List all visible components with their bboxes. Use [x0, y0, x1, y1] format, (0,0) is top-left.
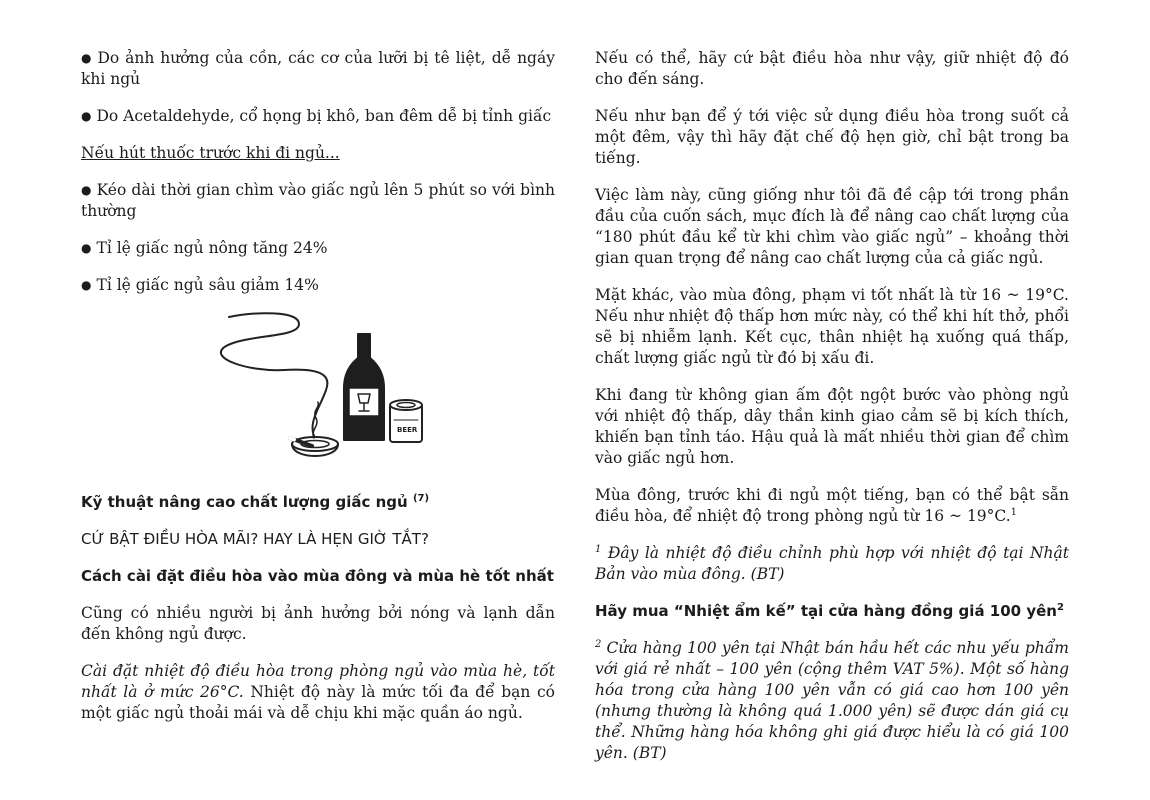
left-column — [81, 48, 555, 740]
smoke-icon — [221, 313, 328, 440]
para-summer-italic: Cài đặt nhiệt độ điều hòa trong phòng ngủ vào mùa hè, tốt nhất là ở mức 26°C. — [81, 662, 555, 701]
ac-settings-subheading: Cách cài đặt điều hòa vào mùa đông và mùa hè tốt nhất — [81, 567, 554, 585]
footnote-ref-1: 1 — [1010, 506, 1018, 518]
technique-heading-text: Kỹ thuật nâng cao chất lượng giấc ngủ — [81, 493, 408, 511]
para-cold-room: Khi đang từ không gian ấm đột ngột bước vào phòng ngủ với nhiệt độ thấp, dây thần kinh giao cảm sẽ bị kích thích, khiến bạn tỉnh táo. Hậu quả là mất nhiều thời gian để chìm vào giấc ngủ hơn. — [595, 386, 1069, 467]
footnote-2-marker: 2 — [595, 638, 602, 650]
footnote-ref-2: 2 — [1056, 602, 1064, 613]
para-summer — [81, 661, 555, 724]
para-winter-tip-text: Mùa đông, trước khi đi ngủ một tiếng, bạn có thể bật sẵn điều hòa, để nhiệt độ trong phòng ngủ từ 16 ~ 19°C. — [595, 486, 1069, 525]
para-summer-rest: Nhiệt độ này là mức tối đa để bạn có một giấc ngủ thoải mái và dễ chịu khi mặc quần áo ngủ. — [81, 683, 556, 722]
footnote-1-marker: 1 — [595, 543, 602, 555]
para-winter-tip — [595, 485, 1069, 527]
para-timer: Nếu như bạn để ý tới việc sử dụng điều hòa trong suốt cả một đêm, vậy thì hãy đặt chế độ hẹn giờ, chỉ bật trong ba tiếng. — [595, 107, 1069, 167]
ashtray-icon — [290, 402, 338, 456]
thermometer-heading — [595, 601, 1069, 622]
para-keep-on: Nếu có thể, hãy cứ bật điều hòa như vậy, giữ nhiệt độ đó cho đến sáng. — [595, 49, 1069, 88]
technique-heading-ref: (7) — [412, 493, 430, 504]
bullet-alcohol-tongue: ● Do ảnh hưởng của cồn, các cơ của lưỡi bị tê liệt, dễ ngáy khi ngủ — [81, 48, 555, 90]
bullet-light-sleep: ● Tỉ lệ giấc ngủ nông tăng 24% — [81, 238, 555, 259]
technique-heading — [81, 488, 555, 513]
footnote-1-text: Đây là nhiệt độ điều chỉnh phù hợp với nhiệt độ tại Nhật Bản vào mùa đông. (BT) — [595, 544, 1069, 583]
para-intro: Cũng có nhiều người bị ảnh hưởng bởi nóng và lạnh dẫn đến không ngủ được. — [81, 604, 555, 643]
para-180-minutes: Việc làm này, cũng giống như tôi đã đề cập tới trong phần đầu của cuốn sách, mục đích là để nâng cao chất lượng của “180 phút đầu kể từ khi chìm vào giấc ngủ” – khoảng thời gian quan trọng để nâng cao chất lượng của cả giấc ngủ. — [595, 186, 1069, 267]
bullet-sleep-delay: ● Kéo dài thời gian chìm vào giấc ngủ lên 5 phút so với bình thường — [81, 180, 555, 222]
beer-can-label: BEER — [397, 426, 418, 434]
footnote-2-text: Cửa hàng 100 yên tại Nhật bán hầu hết các nhu yếu phẩm với giá rẻ nhất – 100 yên (cộng thêm VAT 5%). Một số hàng hóa trong cửa hàng 100 yên vẫn có giá cao hơn 100 yên (nhưng thường là không quá 1.000 yên) sẽ được dán giá cụ thể. Những hàng hóa không ghi giá được hiểu là có giá 100 yên. (BT) — [595, 639, 1069, 762]
smoking-heading: Nếu hút thuốc trước khi đi ngủ... — [81, 144, 340, 162]
smoking-drinking-illustration — [81, 312, 555, 472]
right-column — [595, 48, 1069, 780]
bullet-deep-sleep: ● Tỉ lệ giấc ngủ sâu giảm 14% — [81, 275, 555, 296]
beer-can-icon — [390, 400, 422, 442]
footnote-2 — [595, 638, 1069, 764]
wine-bottle-icon — [344, 334, 384, 440]
question-heading: CỨ BẬT ĐIỀU HÒA MÃI? HAY LÀ HẸN GIỜ TẮT? — [81, 530, 429, 548]
footnote-1 — [595, 543, 1069, 585]
para-winter-range: Mặt khác, vào mùa đông, phạm vi tốt nhất là từ 16 ~ 19°C. Nếu như nhiệt độ thấp hơn mức này, có thể khi hít thở, phổi sẽ bị nhiễm lạnh. Kết cục, thân nhiệt hạ xuống quá thấp, chất lượng giấc ngủ từ đó bị xấu đi. — [595, 286, 1069, 367]
thermometer-heading-text: Hãy mua “Nhiệt ẩm kế” tại cửa hàng đồng giá 100 yên — [595, 602, 1057, 620]
bullet-acetaldehyde: ● Do Acetaldehyde, cổ họng bị khô, ban đêm dễ bị tỉnh giấc — [81, 106, 555, 127]
